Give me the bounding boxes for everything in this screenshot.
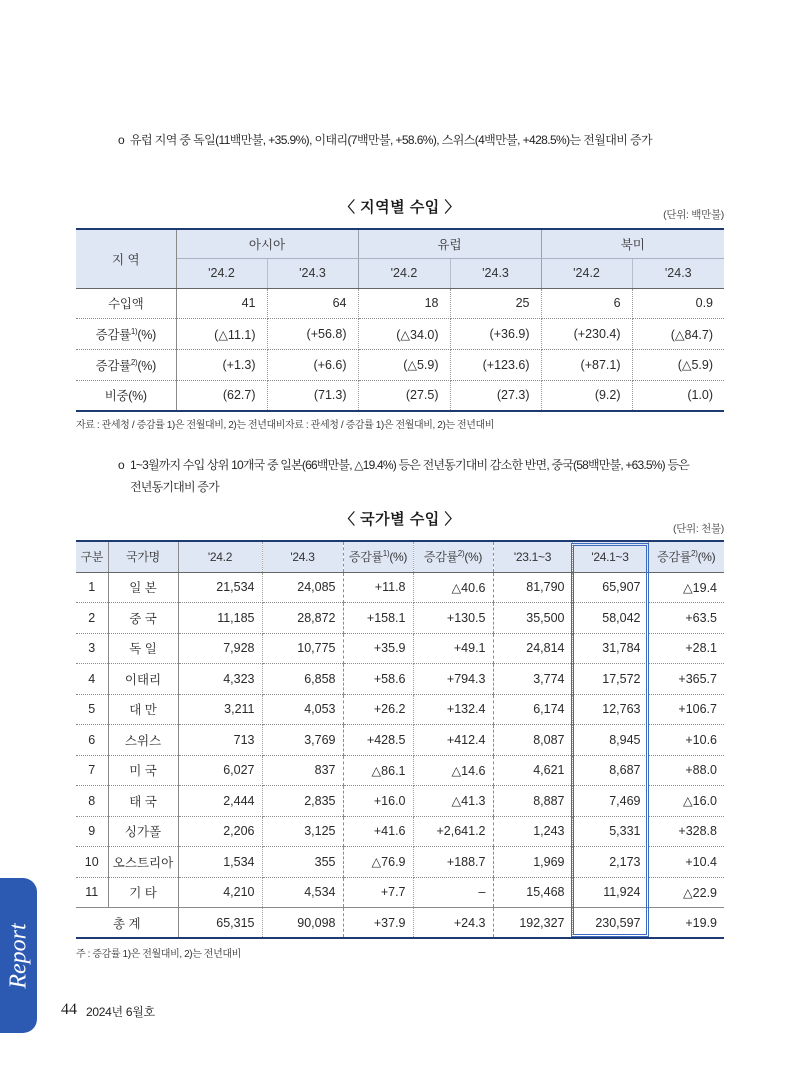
country-value-cell: 6,174 <box>493 694 572 725</box>
region-value-cell: (+56.8) <box>267 319 358 350</box>
country-value-cell: +28.1 <box>648 633 724 664</box>
row-label-superscript: 2) <box>130 357 138 367</box>
period-header: '24.2 <box>541 258 632 288</box>
region-row <box>76 319 724 350</box>
period-header: '24.2 <box>358 258 450 288</box>
bullet-symbol: o <box>118 458 125 472</box>
total-value-cell: 192,327 <box>493 908 572 939</box>
region-value-cell: 6 <box>541 288 632 319</box>
country-value-cell: 4,323 <box>178 664 262 695</box>
header-superscript: 2) <box>457 549 465 559</box>
country-value-cell: 65,907 <box>572 572 648 603</box>
region-value-cell: (+123.6) <box>450 350 541 381</box>
region-row <box>76 350 724 381</box>
row-label-text: 증감률 <box>95 358 131 373</box>
country-value-cell: +41.6 <box>343 816 413 847</box>
country-value-cell: 8,945 <box>572 725 648 756</box>
bullet-line <box>118 129 778 151</box>
region-value-cell: (+230.4) <box>541 319 632 350</box>
header-label: 증감률 <box>348 550 383 565</box>
country-value-cell: +10.6 <box>648 725 724 756</box>
country-value-cell: 2,206 <box>178 816 262 847</box>
group-header-asia: 아시아 <box>176 229 358 258</box>
rank-cell: 5 <box>76 694 108 725</box>
country-name-cell: 대 만 <box>108 694 178 725</box>
country-row <box>76 816 724 847</box>
country-value-cell: △41.3 <box>413 786 493 817</box>
total-value-cell: 65,315 <box>178 908 262 939</box>
header-label: 증감률 <box>657 550 692 565</box>
region-row <box>76 380 724 411</box>
region-value-cell: 41 <box>176 288 267 319</box>
bullet-text: 1~3월까지 수입 상위 10개국 중 일본(66백만불, △19.4%) 등은 전년동기대비 감소한 반면, 중국(58백만불, +63.5%) 등은 <box>130 458 689 472</box>
region-table-title: 〈 지역별 수입 〉 <box>340 199 460 216</box>
header-change-rate-2-q1 <box>648 541 724 572</box>
bullet-text: 유럽 지역 중 독일(11백만불, +35.9%), 이태리(7백만불, +58.6%), 스위스(4백만불, +428.5%)는 전월대비 증가 <box>130 133 652 147</box>
country-table-title: 〈 국가별 수입 〉 <box>340 511 460 528</box>
country-name-cell: 이태리 <box>108 664 178 695</box>
country-value-cell: +2,641.2 <box>413 816 493 847</box>
country-value-cell: 7,928 <box>178 633 262 664</box>
bullet-line <box>118 454 778 476</box>
rank-cell: 11 <box>76 877 108 908</box>
total-value-cell: +19.9 <box>648 908 724 939</box>
country-value-cell: △22.9 <box>648 877 724 908</box>
region-row <box>76 288 724 319</box>
country-value-cell: 8,887 <box>493 786 572 817</box>
region-table-source: 자료 : 관세청 / 증감률 1)은 전월대비, 2)는 전년대비자료 : 관세청 / 증감률 1)은 전월대비, 2)는 전년대비 <box>76 420 495 431</box>
row-label-suffix: (%) <box>137 358 156 373</box>
country-import-table <box>76 540 724 939</box>
rank-cell: 8 <box>76 786 108 817</box>
country-value-cell: +412.4 <box>413 725 493 756</box>
country-value-cell: 3,769 <box>262 725 343 756</box>
row-label-superscript: 1) <box>130 326 138 336</box>
total-value-cell: +37.9 <box>343 908 413 939</box>
region-value-cell: 64 <box>267 288 358 319</box>
region-value-cell: (△5.9) <box>358 350 450 381</box>
country-value-cell: +7.7 <box>343 877 413 908</box>
period-header: '24.3 <box>267 258 358 288</box>
country-value-cell: 2,835 <box>262 786 343 817</box>
country-value-cell: 58,042 <box>572 603 648 634</box>
region-value-cell: (27.3) <box>450 380 541 411</box>
country-value-cell: +49.1 <box>413 633 493 664</box>
country-value-cell: 31,784 <box>572 633 648 664</box>
row-label-text: 수입액 <box>108 297 144 312</box>
country-name-cell: 독 일 <box>108 633 178 664</box>
region-value-cell: (27.5) <box>358 380 450 411</box>
header-period-prev-q1: '23.1~3 <box>493 541 572 572</box>
region-value-cell: (+36.9) <box>450 319 541 350</box>
country-value-cell: 17,572 <box>572 664 648 695</box>
country-row <box>76 725 724 756</box>
row-label-text: 증감률 <box>95 328 131 343</box>
region-import-table <box>76 228 724 412</box>
period-header: '24.3 <box>450 258 541 288</box>
rank-cell: 3 <box>76 633 108 664</box>
country-value-cell: +88.0 <box>648 755 724 786</box>
country-value-cell: 3,211 <box>178 694 262 725</box>
country-value-cell: 35,500 <box>493 603 572 634</box>
country-row <box>76 633 724 664</box>
country-value-cell: 81,790 <box>493 572 572 603</box>
header-suffix: (%) <box>697 550 716 565</box>
rank-cell: 6 <box>76 725 108 756</box>
country-value-cell: 6,858 <box>262 664 343 695</box>
header-superscript: 2) <box>691 549 698 559</box>
country-value-cell: △14.6 <box>413 755 493 786</box>
country-name-cell: 중 국 <box>108 603 178 634</box>
header-period-feb: '24.2 <box>178 541 262 572</box>
region-row-label <box>76 319 176 350</box>
country-table-note: 주 : 증감률 1)은 전월대비, 2)는 전년대비 <box>76 949 241 960</box>
row-label-suffix: (%) <box>137 328 156 343</box>
issue-label: 2024년 6월호 <box>86 1005 155 1019</box>
region-value-cell: (9.2) <box>541 380 632 411</box>
country-value-cell: +428.5 <box>343 725 413 756</box>
country-value-cell: +132.4 <box>413 694 493 725</box>
country-row <box>76 847 724 878</box>
header-label: 증감률 <box>423 550 458 565</box>
region-table-unit: (단위: 백만불) <box>663 209 724 221</box>
region-row-label <box>76 380 176 411</box>
bullet-symbol: o <box>118 133 125 147</box>
header-superscript: 1) <box>382 549 390 559</box>
country-value-cell: +130.5 <box>413 603 493 634</box>
group-header-north-america: 북미 <box>541 229 724 258</box>
region-value-cell: (△34.0) <box>358 319 450 350</box>
rank-cell: 1 <box>76 572 108 603</box>
region-value-cell: (1.0) <box>687 388 714 403</box>
region-value-cell: (△11.1) <box>176 319 267 350</box>
country-value-cell: 11,185 <box>178 603 262 634</box>
country-value-cell: – <box>413 877 493 908</box>
country-name-cell: 미 국 <box>108 755 178 786</box>
total-row <box>76 908 724 939</box>
country-value-cell: △40.6 <box>413 572 493 603</box>
rank-cell: 9 <box>76 816 108 847</box>
rank-cell: 10 <box>76 847 108 878</box>
bullet-line-continued: 전년동기대비 증가 <box>130 480 219 494</box>
country-value-cell: 6,027 <box>178 755 262 786</box>
country-value-cell: 7,469 <box>572 786 648 817</box>
country-table-body <box>76 572 724 938</box>
region-value-cell: 0.9 <box>632 288 724 319</box>
region-value-cell: 18 <box>358 288 450 319</box>
country-value-cell: 28,872 <box>262 603 343 634</box>
country-value-cell: 3,774 <box>493 664 572 695</box>
country-value-cell: △19.4 <box>648 572 724 603</box>
region-row-label <box>76 350 176 381</box>
rank-cell: 7 <box>76 755 108 786</box>
country-value-cell: 5,331 <box>572 816 648 847</box>
bullet-country-summary <box>118 454 778 498</box>
country-value-cell: +794.3 <box>413 664 493 695</box>
country-value-cell: △76.9 <box>343 847 413 878</box>
country-value-cell: 713 <box>178 725 262 756</box>
country-value-cell: +188.7 <box>413 847 493 878</box>
region-value-cell: (+1.3) <box>176 350 267 381</box>
header-country-name: 국가명 <box>108 541 178 572</box>
rank-cell: 4 <box>76 664 108 695</box>
country-value-cell: +63.5 <box>648 603 724 634</box>
period-header: '24.3 <box>632 258 724 288</box>
total-value-cell: +24.3 <box>413 908 493 939</box>
group-header-europe: 유럽 <box>358 229 541 258</box>
country-value-cell: +58.6 <box>343 664 413 695</box>
page-number: 44 <box>61 1001 77 1018</box>
country-row <box>76 572 724 603</box>
country-value-cell: 4,053 <box>262 694 343 725</box>
country-value-cell: 837 <box>262 755 343 786</box>
country-name-cell: 스위스 <box>108 725 178 756</box>
country-name-cell: 일 본 <box>108 572 178 603</box>
country-value-cell: 2,173 <box>572 847 648 878</box>
country-value-cell: 12,763 <box>572 694 648 725</box>
region-value-cell: (+6.6) <box>267 350 358 381</box>
region-value-cell: (△5.9) <box>632 350 724 381</box>
region-table-body <box>76 288 724 411</box>
country-value-cell: +35.9 <box>343 633 413 664</box>
region-value-cell: (62.7) <box>176 380 267 411</box>
country-value-cell: 355 <box>262 847 343 878</box>
country-value-cell: 8,087 <box>493 725 572 756</box>
country-value-cell: 4,621 <box>493 755 572 786</box>
country-name-cell: 오스트리아 <box>108 847 178 878</box>
country-table-unit: (단위: 천불) <box>673 523 724 535</box>
country-value-cell: +365.7 <box>648 664 724 695</box>
side-tab-label: Report <box>5 922 31 989</box>
country-value-cell: 1,243 <box>493 816 572 847</box>
region-row-label <box>76 288 176 319</box>
region-value-cell: 25 <box>450 288 541 319</box>
country-row <box>76 664 724 695</box>
country-value-cell: +106.7 <box>648 694 724 725</box>
header-period-curr-q1: '24.1~3 <box>572 541 648 572</box>
country-row <box>76 877 724 908</box>
country-name-cell: 기 타 <box>108 877 178 908</box>
bullet-europe-summary <box>118 129 778 151</box>
rank-cell: 2 <box>76 603 108 634</box>
country-name-cell: 싱가폴 <box>108 816 178 847</box>
country-value-cell: 8,687 <box>572 755 648 786</box>
country-value-cell: △86.1 <box>343 755 413 786</box>
country-row <box>76 786 724 817</box>
country-row <box>76 603 724 634</box>
region-value-cell: (△84.7) <box>632 319 724 350</box>
header-suffix: (%) <box>464 550 483 565</box>
country-row <box>76 694 724 725</box>
country-value-cell: +11.8 <box>343 572 413 603</box>
report-side-tab <box>0 878 37 1033</box>
header-suffix: (%) <box>389 550 408 565</box>
region-value-cell: (71.3) <box>267 380 358 411</box>
country-value-cell: +328.8 <box>648 816 724 847</box>
total-label: 총 계 <box>76 908 178 939</box>
country-value-cell: +16.0 <box>343 786 413 817</box>
country-value-cell: 4,210 <box>178 877 262 908</box>
country-value-cell: 21,534 <box>178 572 262 603</box>
country-value-cell: 10,775 <box>262 633 343 664</box>
country-value-cell: +10.4 <box>648 847 724 878</box>
header-period-mar: '24.3 <box>262 541 343 572</box>
country-row <box>76 755 724 786</box>
country-value-cell: 2,444 <box>178 786 262 817</box>
country-value-cell: 1,969 <box>493 847 572 878</box>
country-value-cell: +158.1 <box>343 603 413 634</box>
total-value-cell: 230,597 <box>572 908 648 939</box>
country-value-cell: 4,534 <box>262 877 343 908</box>
region-corner-header: 지 역 <box>76 229 176 288</box>
region-value-cell: (+87.1) <box>541 350 632 381</box>
country-value-cell: 15,468 <box>493 877 572 908</box>
country-value-cell: △16.0 <box>648 786 724 817</box>
country-value-cell: 24,814 <box>493 633 572 664</box>
total-value-cell: 90,098 <box>262 908 343 939</box>
country-value-cell: 3,125 <box>262 816 343 847</box>
period-header: '24.2 <box>176 258 267 288</box>
country-value-cell: 24,085 <box>262 572 343 603</box>
country-value-cell: 1,534 <box>178 847 262 878</box>
country-value-cell: +26.2 <box>343 694 413 725</box>
header-change-rate-1 <box>343 541 413 572</box>
country-value-cell: 11,924 <box>572 877 648 908</box>
country-header-row <box>76 541 724 572</box>
region-header-row-groups <box>76 229 724 258</box>
header-rank: 구분 <box>76 541 108 572</box>
country-name-cell: 태 국 <box>108 786 178 817</box>
row-label-text: 비중(%) <box>104 389 147 404</box>
header-change-rate-2 <box>413 541 493 572</box>
